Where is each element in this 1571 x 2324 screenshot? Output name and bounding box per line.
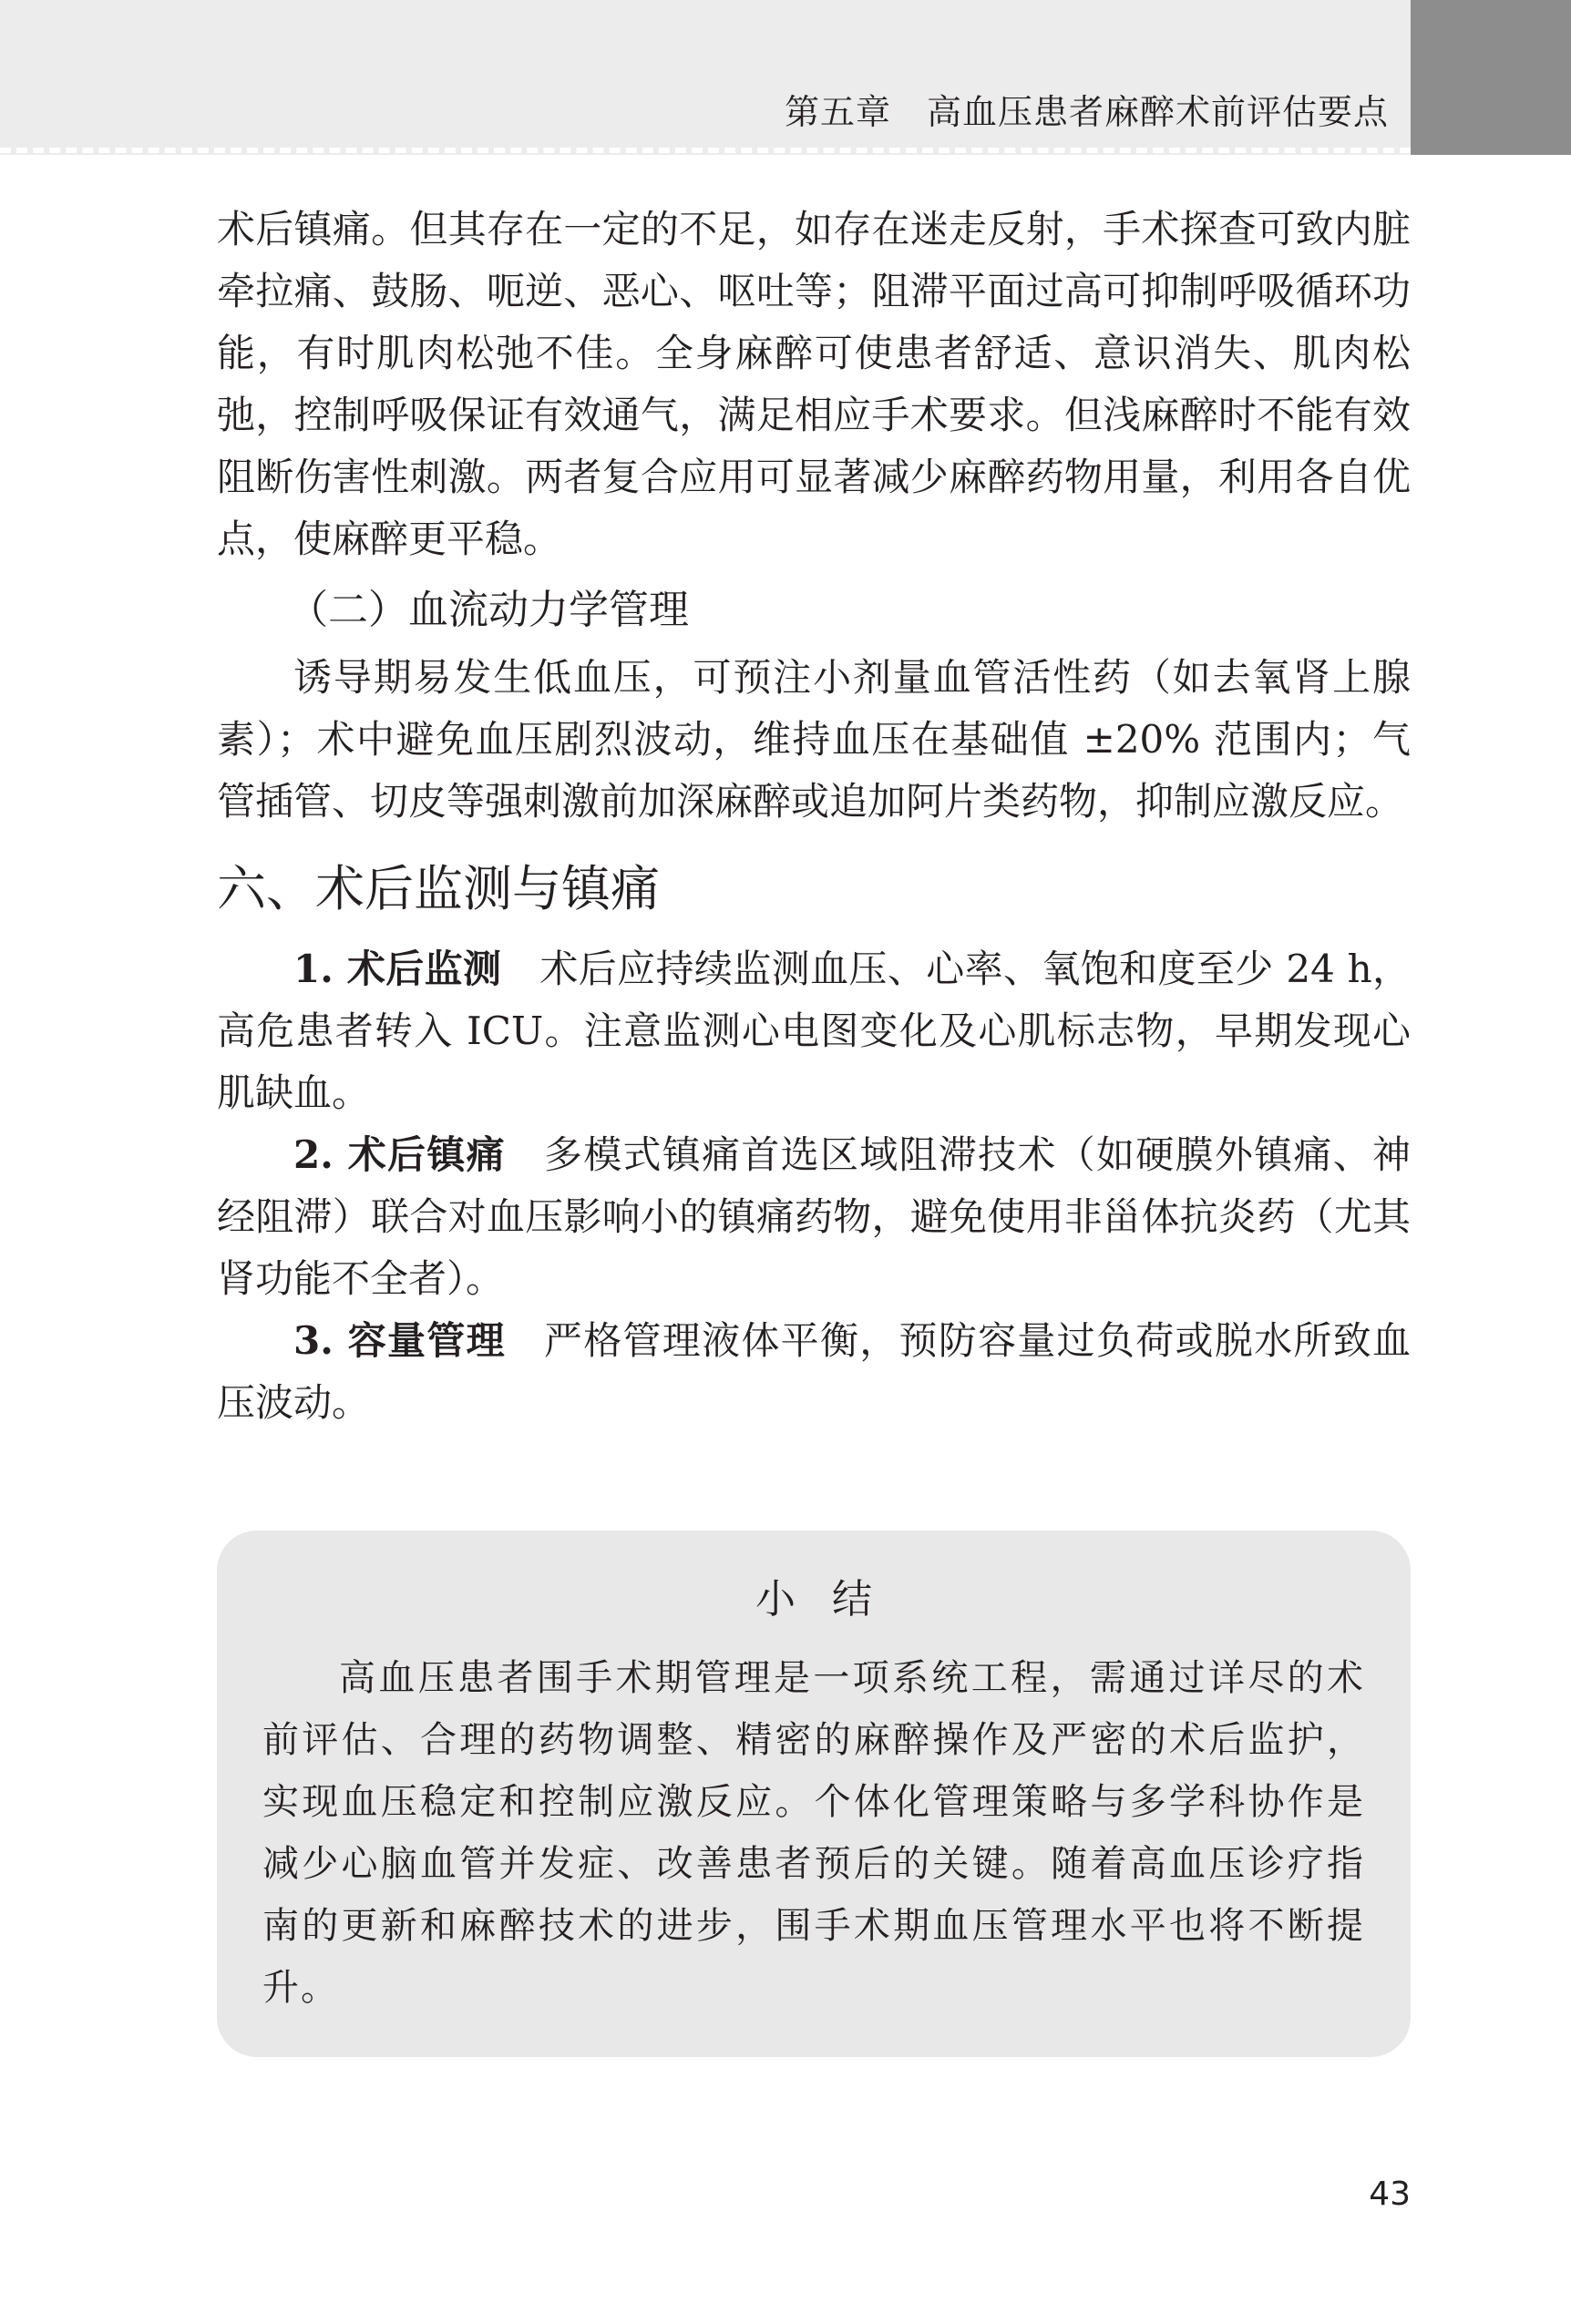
summary-title: 小结 — [755, 1576, 909, 1623]
page-body — [217, 199, 1411, 1434]
summary-text: 高血压患者围手术期管理是一项系统工程，需通过详尽的术前评估、合理的药物调整、精密的麻醉操作及严密的术后监护，实现血压稳定和控制应激反应。个体化管理策略与多学科协作是减少心脑血管并发症、改善患者预后的关键。随着高血压诊疗指南的更新和麻醉技术的进步，围手术期血压管理水平也将不断提升。 — [262, 1657, 1365, 2009]
page-number: 43 — [1369, 2176, 1411, 2213]
header-dashed-divider — [0, 148, 1411, 153]
list-item-analgesia — [217, 1124, 1411, 1310]
running-chapter-title: 第五章 高血压患者麻醉术前评估要点 — [784, 92, 1389, 132]
section-heading: 六、术后监测与镇痛 — [217, 860, 660, 917]
list-item-monitoring — [217, 938, 1411, 1124]
item-label: 2. 术后镇痛 — [293, 1132, 506, 1177]
continued-paragraph: 术后镇痛。但其存在一定的不足，如存在迷走反射，手术探查可致内脏牵拉痛、鼓肠、呃逆、恶心、呕吐等；阻滞平面过高可抑制呼吸循环功能，有时肌肉松弛不佳。全身麻醉可使患者舒适、意识消失、肌肉松弛，控制呼吸保证有效通气，满足相应手术要求。但浅麻醉时不能有效阻断伤害性刺激。两者复合应用可显著减少麻醉药物用量，利用各自优点，使麻醉更平稳。 — [217, 207, 1411, 561]
summary-box — [217, 1531, 1411, 2057]
item-label: 3. 容量管理 — [293, 1318, 506, 1363]
subsection-paragraph: 诱导期易发生低血压，可预注小剂量血管活性药（如去氧肾上腺素）；术中避免血压剧烈波动，维持血压在基础值 ±20% 范围内；气管插管、切皮等强刺激前加深麻醉或追加阿片类药物，抑制应激反应。 — [217, 655, 1411, 824]
item-text: 术后应持续监测血压、心率、氧饱和度至少 24 h，高危患者转入 ICU。注意监测心电图变化及心肌标志物，早期发现心肌缺血。 — [217, 947, 1412, 1115]
subsection-heading: （二）血流动力学管理 — [288, 587, 689, 633]
item-text: 多模式镇痛首选区域阻滞技术（如硬膜外镇痛、神经阻滞）联合对血压影响小的镇痛药物，避免使用非甾体抗炎药（尤其肾功能不全者）。 — [217, 1132, 1411, 1301]
item-text: 严格管理液体平衡，预防容量过负荷或脱水所致血压波动。 — [217, 1318, 1411, 1425]
list-item-volume — [217, 1310, 1411, 1434]
item-label: 1. 术后监测 — [293, 947, 502, 991]
header-chapter-tab — [1411, 0, 1571, 155]
